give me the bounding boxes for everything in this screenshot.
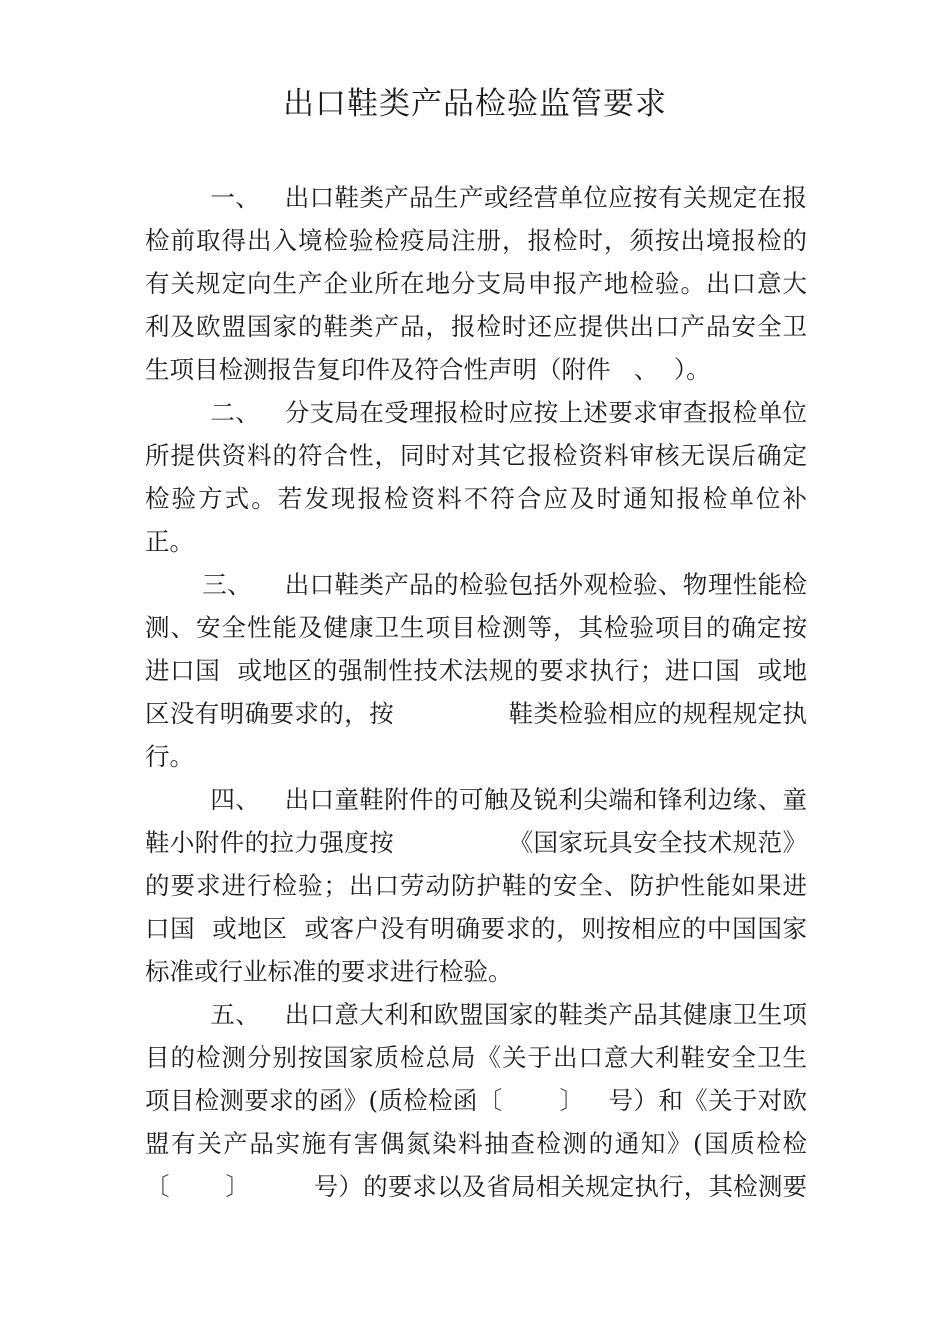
paragraph-line: 二、 分支局在受理报检时应按上述要求审查报检单位: [145, 398, 807, 427]
document-title: 出口鞋类产品检验监管要求: [283, 86, 667, 122]
paragraph-line: 利及欧盟国家的鞋类产品，报检时还应提供出口产品安全卫: [145, 312, 807, 341]
paragraph-line: 项目检测要求的函》(质检检函〔 〕 号）和《关于对欧: [145, 1086, 807, 1115]
paragraph-line: 四、 出口童鞋附件的可触及锐利尖端和锋利边缘、童: [145, 785, 807, 814]
paragraph-line: 五、 出口意大利和欧盟国家的鞋类产品其健康卫生项: [145, 1000, 807, 1029]
paragraph-line: 检验方式。若发现报检资料不符合应及时通知报检单位补: [145, 484, 807, 513]
paragraph-line: 测、安全性能及健康卫生项目检测等，其检验项目的确定按: [145, 613, 807, 642]
paragraph-line: 盟有关产品实施有害偶氮染料抽查检测的通知》(国质检检: [145, 1129, 807, 1158]
paragraph-line: 有关规定向生产企业所在地分支局申报产地检验。出口意大: [145, 269, 807, 298]
paragraph-line: 生项目检测报告复印件及符合性声明（附件 、 ）。: [145, 355, 711, 384]
paragraph-line: 〔 〕 号）的要求以及省局相关规定执行，其检测要: [145, 1172, 807, 1201]
paragraph-line: 行。: [145, 742, 194, 771]
paragraph-line: 检前取得出入境检验检疫局注册，报检时，须按出境报检的: [145, 226, 807, 255]
paragraph-line: 区没有明确要求的，按 鞋类检验相应的规程规定执: [145, 699, 807, 728]
paragraph-line: 进口国 或地区的强制性技术法规的要求执行；进口国 或地: [145, 656, 807, 685]
paragraph-line: 所提供资料的符合性，同时对其它报检资料审核无误后确定: [145, 441, 807, 470]
paragraph-line: 口国 或地区 或客户没有明确要求的，则按相应的中国国家: [145, 914, 807, 943]
paragraph-line: 目的检测分别按国家质检总局《关于出口意大利鞋安全卫生: [145, 1043, 807, 1072]
paragraph-line: 正。: [145, 527, 194, 556]
paragraph-line: 的要求进行检验；出口劳动防护鞋的安全、防护性能如果进: [145, 871, 807, 900]
paragraph-line: 一、 出口鞋类产品生产或经营单位应按有关规定在报: [145, 183, 807, 212]
paragraph-line: 鞋小附件的拉力强度按 《国家玩具安全技术规范》: [145, 828, 807, 857]
paragraph-line: 标准或行业标准的要求进行检验。: [145, 957, 513, 986]
paragraph-line: 三、 出口鞋类产品的检验包括外观检验、物理性能检: [145, 570, 807, 599]
